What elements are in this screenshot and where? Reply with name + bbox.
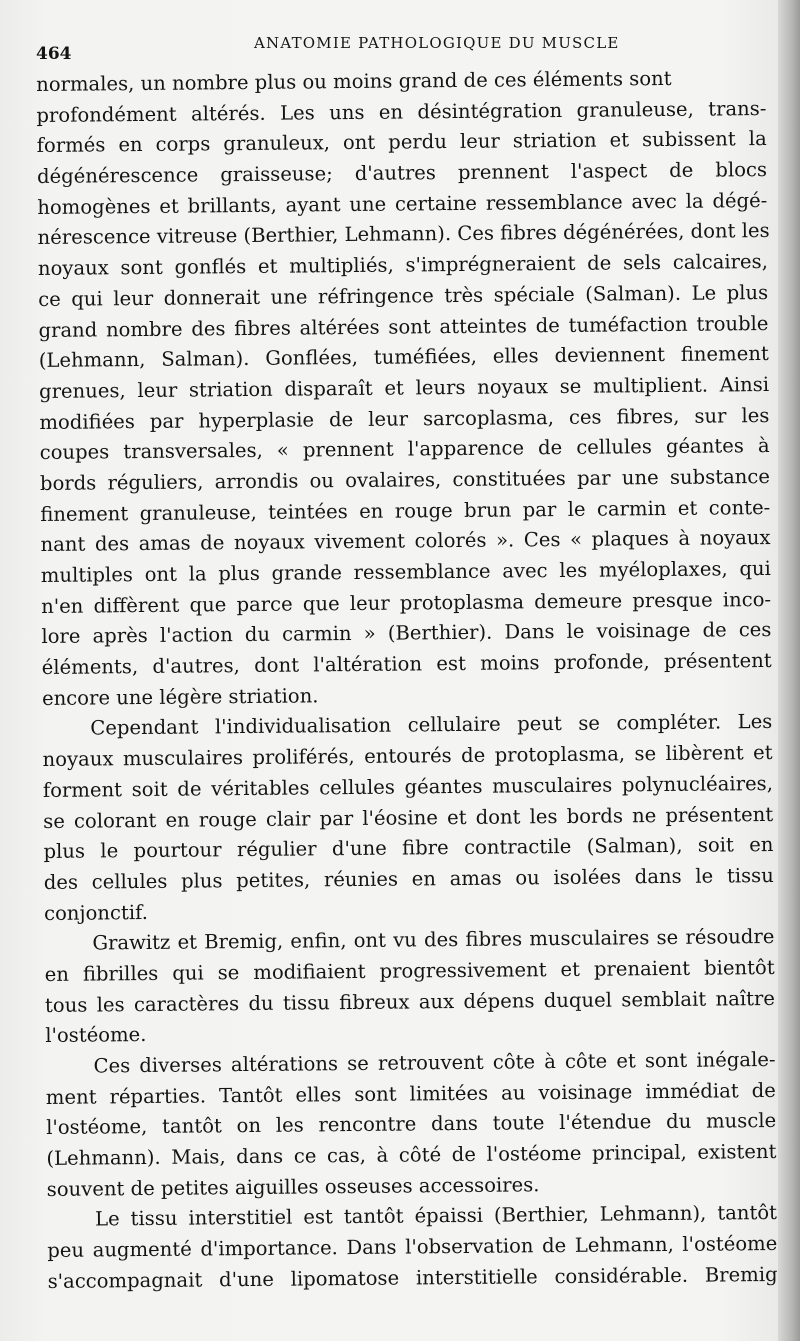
- text-line: Grawitz et Bremig, enfin, ont vu des fibres musculaires se résoudre: [92, 925, 775, 955]
- text-line: ment réparties. Tantôt elles sont limitées au voisinage immédiat de: [45, 1078, 776, 1109]
- text-line: lore après l'action du carmin » (Berthier). Dans le voisinage de ces: [41, 618, 772, 649]
- text-line: nérescence vitreuse (Berthier, Lehmann). Ces fibres dégénérées, dont les: [37, 219, 770, 250]
- running-title: ANATOMIE PATHOLOGIQUE DU MUSCLE: [254, 34, 620, 52]
- text-line: normales, un nombre plus ou moins grand de ces éléments sont: [36, 66, 672, 96]
- text-line: tous les caractères du tissu fibreux aux dépens duquel semblait naître: [44, 986, 776, 1017]
- text-line: plus le pourtour régulier d'une fibre contractile (Salman), soit en: [43, 833, 774, 864]
- page-header: [36, 28, 766, 64]
- text-line: se colorant en rouge clair par l'éosine et dont les bords ne présentent: [43, 802, 774, 833]
- text-line: homogènes et brillants, ayant une certaine ressemblance avec la dégé-: [37, 188, 768, 219]
- text-line: profondément altérés. Les uns en désintégration granuleuse, trans-: [36, 96, 767, 127]
- text-line: (Lehmann). Mais, dans ce cas, à côté de l'ostéome principal, existent: [46, 1140, 777, 1171]
- text-line: ce qui leur donnerait une réfringence très spéciale (Salman). Le plus: [38, 280, 769, 311]
- text-line: l'ostéome.: [45, 1023, 147, 1048]
- page-binding-shadow: [778, 0, 800, 1341]
- text-line: dégénérescence graisseuse; d'autres prennent l'aspect de blocs: [36, 158, 768, 189]
- text-line: peu augmenté d'importance. Dans l'observation de Lehmann, l'ostéome: [47, 1232, 778, 1263]
- text-line: grand nombre des fibres altérées sont atteintes de tuméfaction trouble: [38, 311, 769, 342]
- text-line: bords réguliers, arrondis ou ovalaires, constituées par une substance: [39, 464, 771, 495]
- body-text: [36, 63, 778, 1297]
- text-line: des cellules plus petites, réunies en amas ou isolées dans le tissu: [43, 863, 774, 894]
- text-line: forment soit de véritables cellules géantes musculaires polynucléaires,: [42, 771, 773, 802]
- text-line: grenues, leur striation disparaît et leurs noyaux se multiplient. Ainsi: [38, 372, 770, 403]
- text-line: nant des amas de noyaux vivement colorés ». Ces « plaques à noyaux: [40, 526, 771, 557]
- text-line: Cependant l'individualisation cellulaire peut se compléter. Les: [90, 710, 773, 740]
- text-line: l'ostéome, tantôt on les rencontre dans toute l'étendue du muscle: [46, 1109, 777, 1140]
- text-line: (Lehmann, Salman). Gonflées, tuméfiées, elles deviennent finement: [38, 342, 769, 373]
- text-line: multiples ont la plus grande ressemblance avec les myéloplaxes, qui: [40, 556, 771, 587]
- text-line: noyaux sont gonflés et multipliés, s'imprégneraient de sels calcaires,: [37, 250, 768, 281]
- text-line: n'en diffèrent que parce que leur protoplasma demeure presque inco-: [41, 587, 772, 618]
- text-line: coupes transversales, « prennent l'apparence de cellules géantes à: [39, 434, 770, 465]
- text-line: finement granuleuse, teintées en rouge brun par le carmin et conte-: [40, 495, 771, 526]
- text-line: éléments, d'autres, dont l'altération est moins profonde, présentent: [41, 649, 772, 680]
- text-line: modifiées par hyperplasie de leur sarcoplasma, ces fibres, sur les: [39, 403, 770, 434]
- text-line: encore une légère striation.: [41, 684, 319, 710]
- text-line: formés en corps granuleux, ont perdu leur striation et subissent la: [36, 127, 767, 158]
- text-line: s'accompagnait d'une lipomatose interstitielle considérable. Bremig: [47, 1262, 778, 1293]
- page-number: 464: [36, 44, 72, 64]
- text-line: Le tissu interstitiel est tantôt épaissi (Berthier, Lehmann), tantôt: [94, 1201, 778, 1231]
- text-line: conjonctif.: [43, 900, 148, 925]
- text-line: Ces diverses altérations se retrouvent côte à côte et sont inégale-: [93, 1047, 776, 1078]
- text-line: en fibrilles qui se modifiaient progressivement et prenaient bientôt: [44, 955, 775, 986]
- text-line: noyaux musculaires proliférés, entourés de protoplasma, se libèrent et: [42, 741, 773, 772]
- text-line: souvent de petites aiguilles osseuses accessoires.: [46, 1172, 540, 1201]
